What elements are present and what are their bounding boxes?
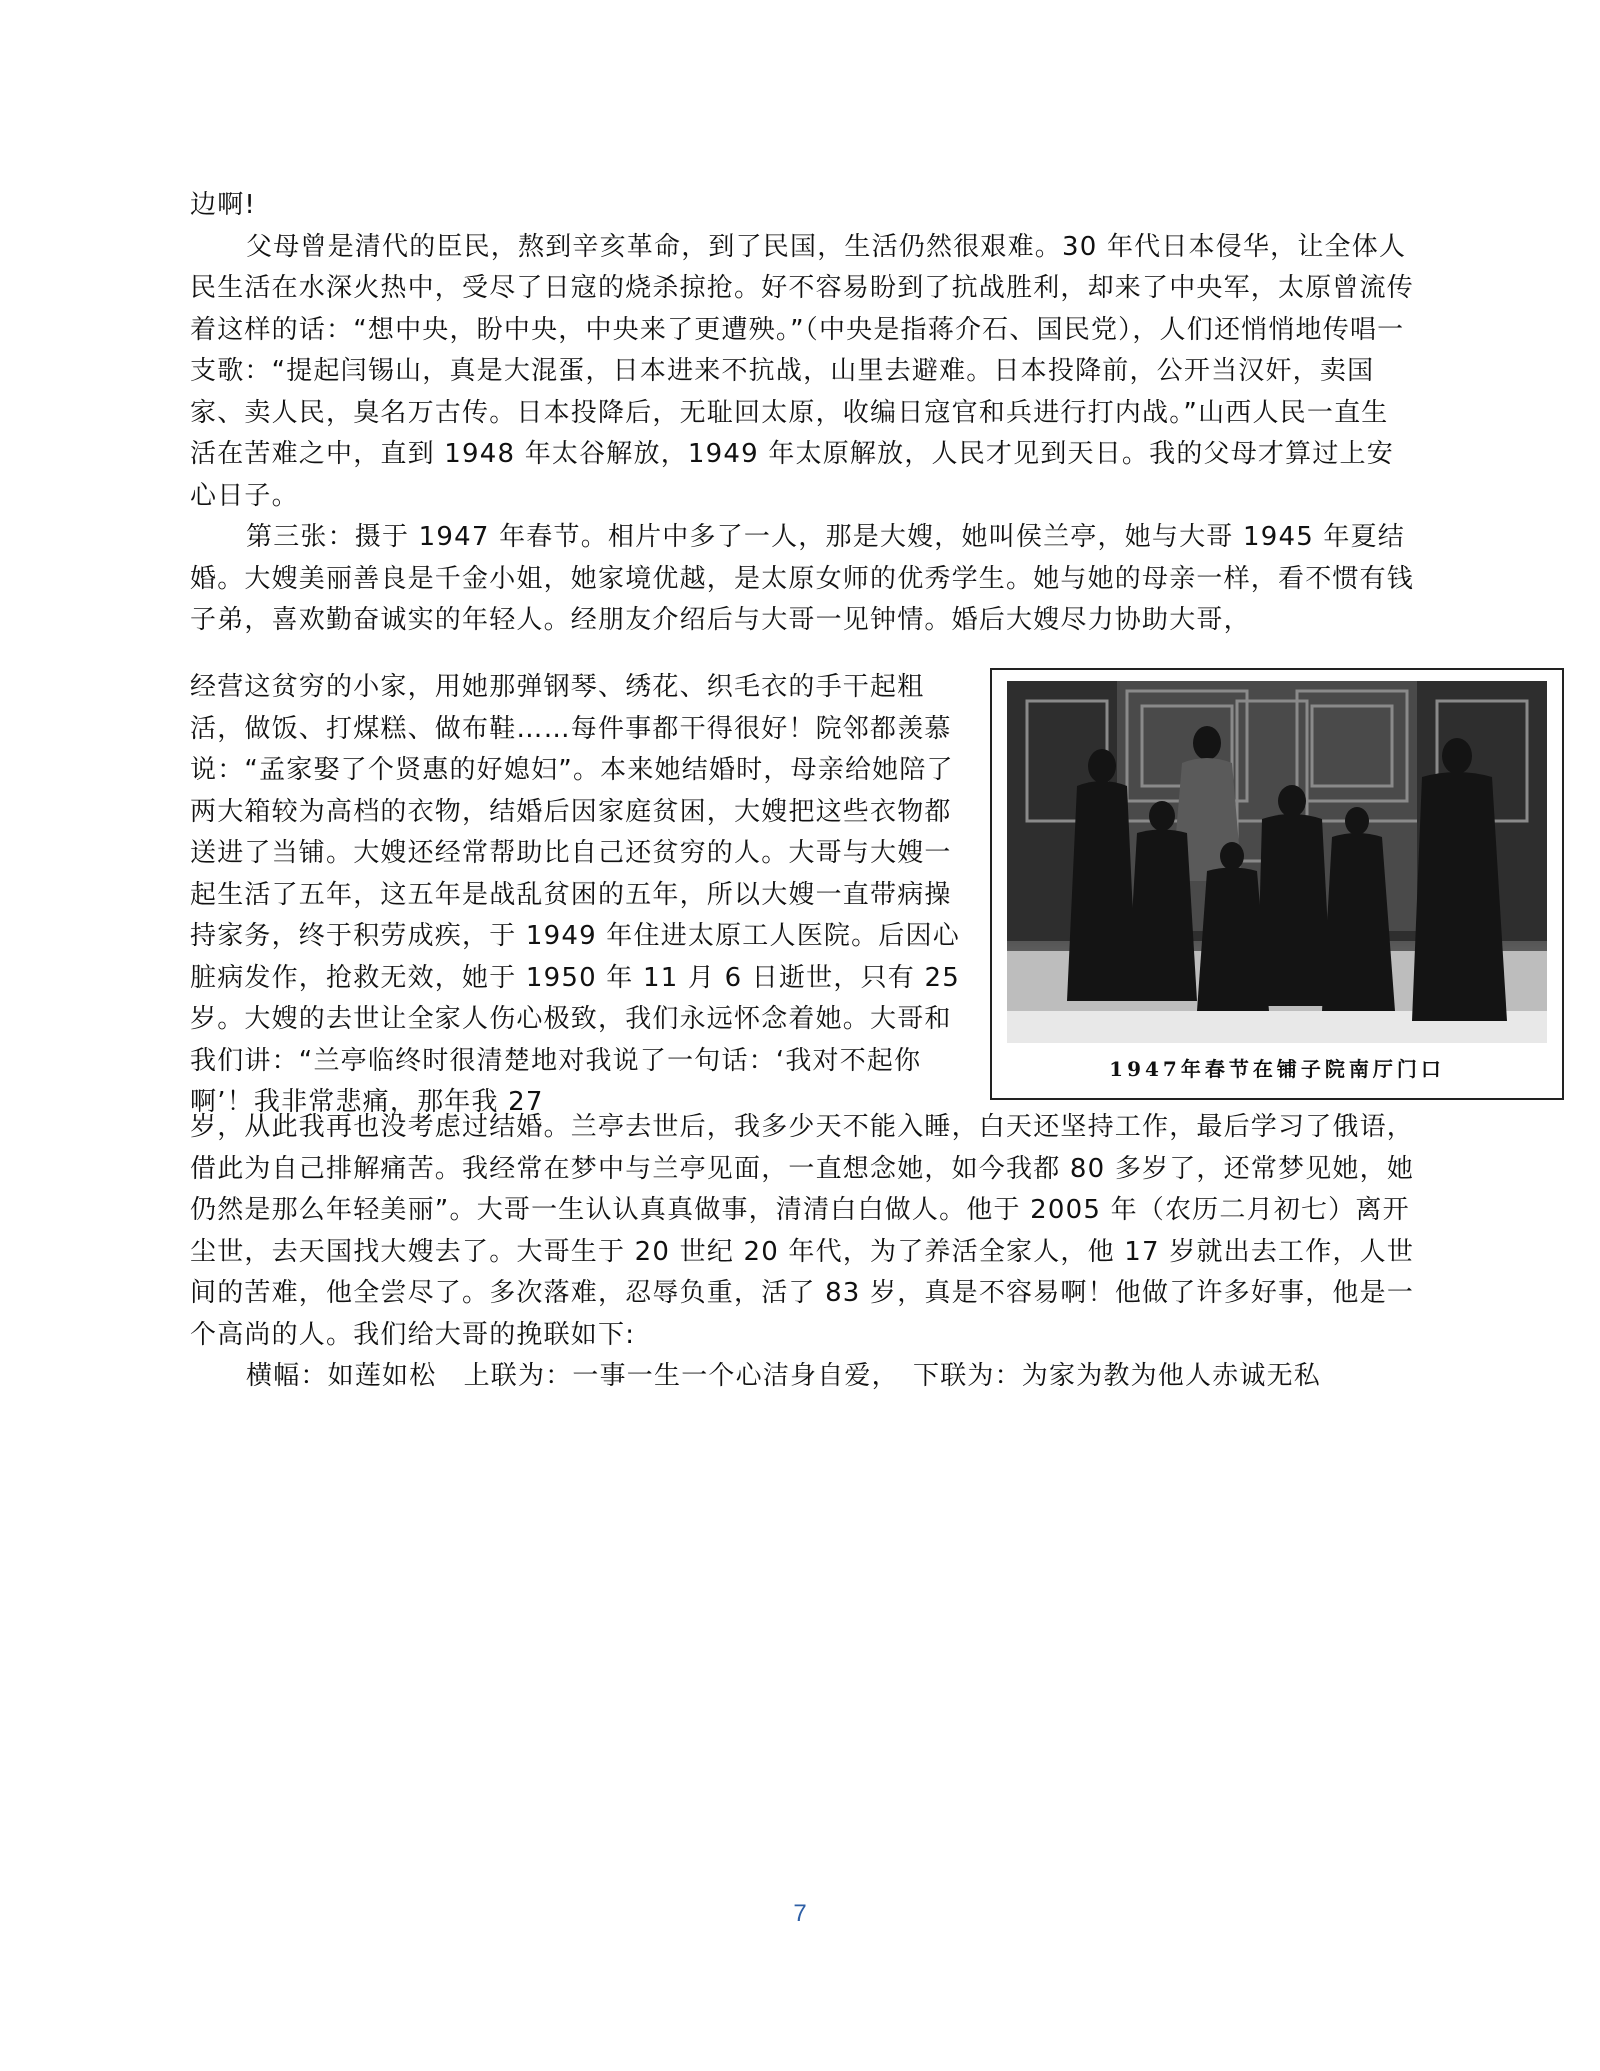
paragraph: 经营这贫穷的小家，用她那弹钢琴、绣花、织毛衣的手干起粗活，做饭、打煤糕、做布鞋……每件事都干得很好！院邻都羡慕说：“孟家娶了个贤惠的好媳妇”。本来她结婚时，母亲给她陪了两大箱较为高档的衣物，结婚后因家庭贫困，大嫂把这些衣物都送进了当铺。大嫂还经常帮助比自己还贫穷的人。大哥与大嫂一起生活了五年，这五年是战乱贫困的五年，所以大嫂一直带病操持家务，终于积劳成疾，于 1949 年住进太原工人医院。后因心脏病发作，抢救无效，她于 1950 年 11 月 6 日逝世，只有 25 岁。大嫂的去世让全家人伤心极致，我们永远怀念着她。大哥和我们讲：“兰亭临终时很清楚地对我说了一句话：‘我对不起你啊’！我非常悲痛，那年我 27 [190, 672, 960, 1117]
paragraph: 横幅：如莲如松 上联为：一事一生一个心洁身自爱， 下联为：为家为教为他人赤诚无私 [246, 1361, 1322, 1391]
paragraph: 父母曾是清代的臣民，熬到辛亥革命，到了民国，生活仍然很艰难。30 年代日本侵华，让全体人民生活在水深火热中，受尽了日寇的烧杀掠抢。好不容易盼到了抗战胜利，却来了中央军，太原曾流传着这样的话：“想中央，盼中央，中央来了更遭殃。”（中央是指蒋介石、国民党），人们还悄悄地传唱一支歌：“提起闫锡山，真是大混蛋，日本进来不抗战，山里去避难。日本投降前，公开当汉奸，卖国家、卖人民，臭名万古传。日本投降后，无耻回太原，收编日寇官和兵进行打内战。”山西人民一直生活在苦难之中，直到 1948 年太谷解放，1949 年太原解放，人民才见到天日。我的父母才算过上安心日子。 [190, 231, 1415, 511]
photo-caption: 1947年春节在铺子院南厅门口 [1109, 1057, 1445, 1081]
body-text-wrapped [190, 667, 968, 1124]
photo-figure [990, 668, 1564, 1100]
body-text-top [190, 185, 1415, 642]
paragraph: 边啊! [190, 190, 257, 220]
family-photo-illustration [1007, 681, 1547, 1043]
page-number: 7 [793, 1900, 807, 1927]
paragraph: 岁，从此我再也没考虑过结婚。兰亭去世后，我多少天不能入睡，白天还坚持工作，最后学习了俄语，借此为自己排解痛苦。我经常在梦中与兰亭见面，一直想念她，如今我都 80 多岁了，还常梦见她，她仍然是那么年轻美丽”。大哥一生认认真真做事，清清白白做人。他于 2005 年（农历二月初七）离开尘世，去天国找大嫂去了。大哥生于 20 世纪 20 年代，为了养活全家人，他 17 岁就出去工作，人世间的苦难，他全尝尽了。多次落难，忍辱负重，活了 83 岁，真是不容易啊！他做了许多好事，他是一个高尚的人。我们给大哥的挽联如下: [190, 1112, 1415, 1350]
family-photo [1007, 681, 1547, 1043]
body-text-bottom [190, 1107, 1415, 1398]
paragraph: 第三张：摄于 1947 年春节。相片中多了一人，那是大嫂，她叫侯兰亭，她与大哥 1945 年夏结婚。大嫂美丽善良是千金小姐，她家境优越，是太原女师的优秀学生。她与她的母亲一样，看不惯有钱子弟，喜欢勤奋诚实的年轻人。经朋友介绍后与大哥一见钟情。婚后大嫂尽力协助大哥， [190, 522, 1415, 635]
